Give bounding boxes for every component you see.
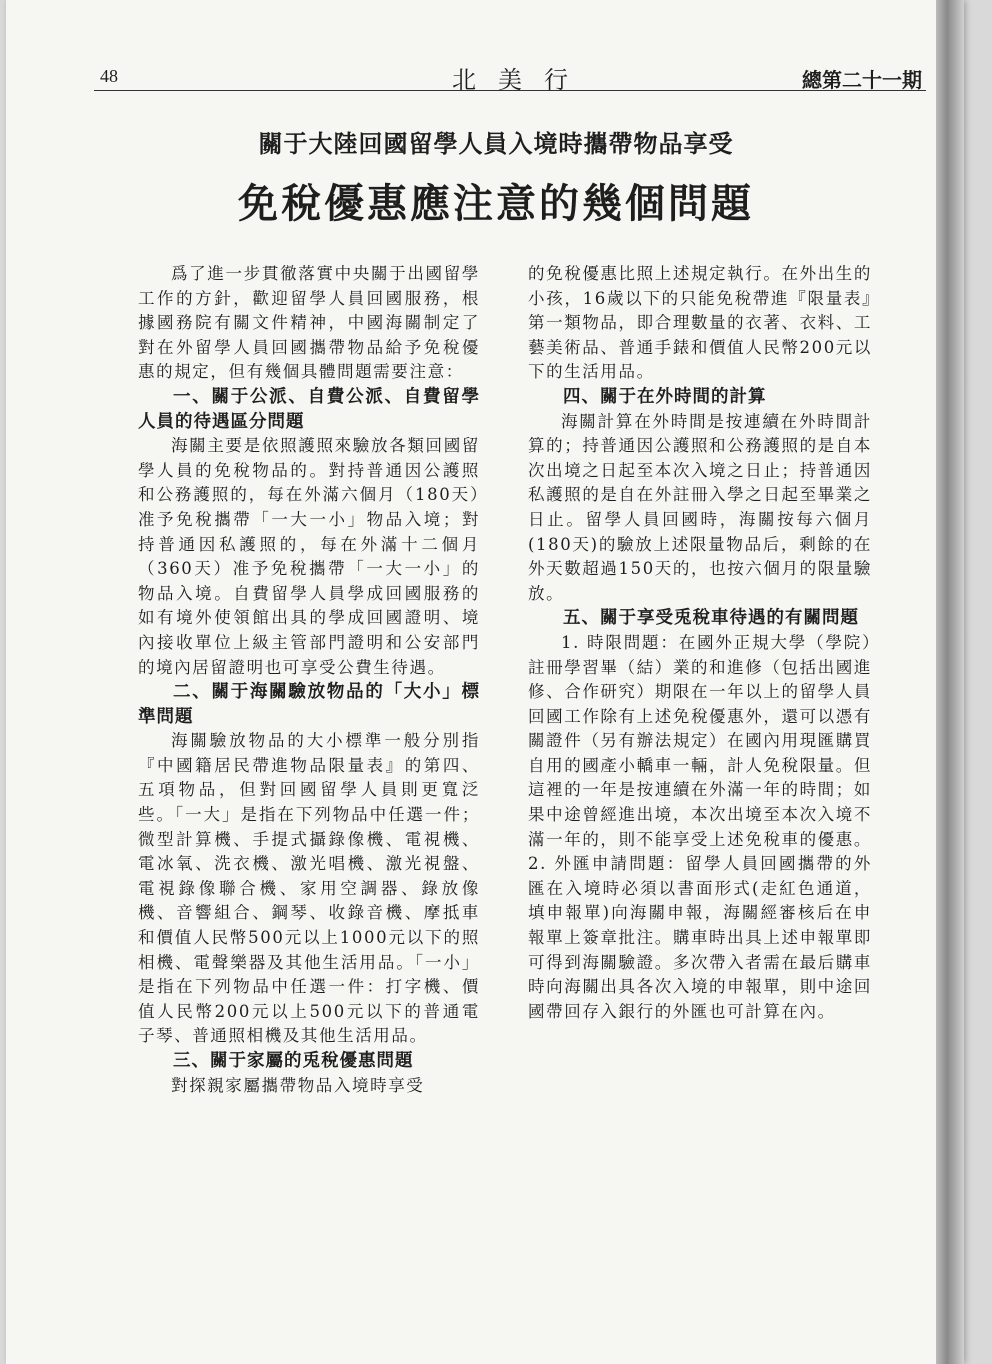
section3-heading: 三、關于家屬的兎稅優惠問題 [173, 1051, 414, 1071]
page-number: 48 [100, 66, 118, 86]
left-column [138, 262, 480, 1098]
section2-heading: 二、關于海關驗放物品的「大小」標準問題 [138, 682, 480, 727]
section1-body: 海關主要是依照護照來驗放各類回國留學人員的免稅物品的。對持普通因公護照和公務護照的，每在外滿六個月（180天）准予免稅攜帶「一大一小」物品入境；對持普通因私護照的，每在外滿十二個月（360天）准予免稅攜帶「一大一小」的物品入境。自費留學人員學成回國服務的如有境外使領館出具的學成回國證明、境內接收單位上級主管部門證明和公安部門的境內居留證明也可享受公費生待遇。 [138, 436, 480, 677]
section1-heading: 一、關于公派、自費公派、自費留學人員的待遇區分問題 [138, 386, 480, 432]
section3-body-end: 的免稅優惠比照上述規定執行。在外出生的小孩，16歲以下的只能免稅帶進『限量表』第一類物品，即合理數量的衣著、衣料、工藝美術品、普通手錶和價值人民幣200元以下的生活用品。 [528, 264, 872, 382]
article-title-line2: 免稅優惠應注意的幾個問題 [238, 180, 754, 227]
section5-heading: 五、關于享受兎稅車待遇的有關問題 [563, 608, 859, 629]
intro-paragraph: 爲了進一步貫徹落實中央關于出國留學工作的方針，歡迎留學人員回國服務，根據國務院有關文件精神，中國海關制定了對在外留學人員回國攜帶物品給予免稅優惠的規定，但有幾個具體問題需要注意： [138, 264, 480, 382]
section3-body-start: 對探親家屬攜帶物品入境時享受 [171, 1075, 425, 1095]
article-title-line1: 關于大陸回國留學人員入境時攜帶物品享受 [258, 130, 734, 158]
section2-body: 海關驗放物品的大小標準一般分別指『中國籍居民帶進物品限量表』的第四、五項物品，但對回國留學人員則更寬泛些。「一大」是指在下列物品中任選一件；微型計算機、手提式攝錄像機、電視機、電冰氧、洗衣機、激光唱機、激光視盤、電視錄像聯合機、家用空調器、錄放像機、音響組合、鋼琴、收錄音機、摩抵車和價值人民幣500元以上1000元以下的照相機、電聲樂器及其他生活用品。「一小」是指在下列物品中任選一件：打字機、價值人民幣200元以上500元以下的普通電子琴、普通照相機及其他生活用品。 [138, 731, 480, 1046]
section5-body: 1. 時限問題：在國外正規大學（學院）註冊學習畢（結）業的和進修（包括出國進修、合作研究）期限在一年以上的留學人員回國工作除有上述免稅優惠外，還可以憑有關證件（另有辦法規定）在國內用現匯購買自用的國產小轎車一輛，計人免稅限量。但這裡的一年是按連續在外滿一年的時間；如果中途曾經進出境，本次出境至本次入境不滿一年的，則不能享受上述免稅車的優惠。2. 外匯申請問題：留學人員回國攜帶的外匯在入境時必須以書面形式(走紅色通道，填申報單)向海關申報，海關經審核后在申報單上簽章批注。購車時出具上述申報單即可得到海關驗證。多次帶入者需在最后購車時向海關出具各次入境的申報單，則中途回國帶回存入銀行的外匯也可計算在內。 [528, 632, 872, 1021]
right-column [528, 262, 872, 1024]
section4-heading: 四、關于在外時間的計算 [563, 386, 767, 407]
issue-number: 總第二十一期 [802, 68, 922, 92]
section4-body: 海關計算在外時間是按連續在外時間計算的；持普通因公護照和公務護照的是自本次出境之日起至本次入境之日止；持普通因私護照的是自在外註冊入學之日起至畢業之日止。留學人員回國時，海關按每六個月(180天)的驗放上述限量物品后，剩餘的在外天數超過150天的，也按六個月的限量驗放。 [528, 411, 872, 603]
journal-title: 北美行 [452, 66, 590, 94]
running-header [94, 58, 926, 94]
